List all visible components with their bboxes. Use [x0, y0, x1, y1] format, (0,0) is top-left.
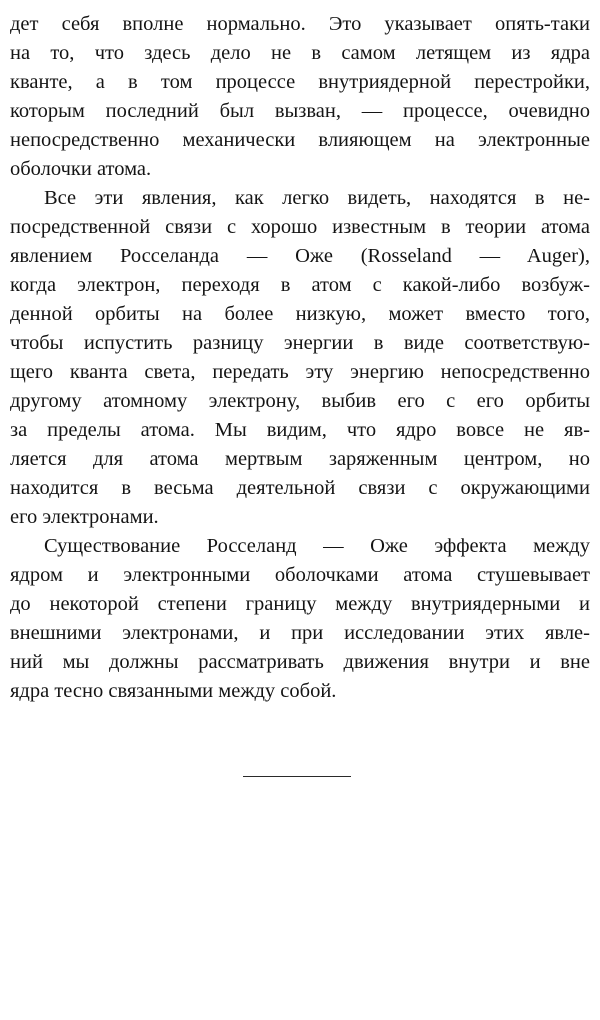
text-line: кванте, а в том процессе внутриядерной перестройки, [10, 71, 590, 93]
text-line: Все эти явления, как легко видеть, находятся в не- [44, 187, 590, 209]
text-line: дет себя вполне нормально. Это указывает опять-таки [10, 13, 590, 35]
text-line: ядра тесно связанными между собой. [10, 680, 337, 702]
text-line: ний мы должны рассматривать движения внутри и вне [10, 651, 590, 673]
text-line: до некоторой степени границу между внутриядерными и [10, 593, 590, 615]
text-line: явлением Росселанда — Оже (Rosseland — Auger), [10, 245, 590, 267]
text-line: которым последний был вызван, — процессе, очевидно [10, 100, 590, 122]
text-line: непосредственно механически влияющем на электронные [10, 129, 590, 151]
text-line: оболочки атома. [10, 158, 152, 180]
text-line: посредственной связи с хорошо известным в теории атома [10, 216, 590, 238]
page-text [10, 10, 590, 706]
text-line: внешними электронами, и при исследовании этих явле- [10, 622, 590, 644]
text-line: денной орбиты на более низкую, может вместо того, [10, 303, 590, 325]
text-line: за пределы атома. Мы видим, что ядро вовсе не яв- [10, 419, 590, 441]
text-line: ляется для атома мертвым заряженным центром, но [10, 448, 590, 470]
text-line: Существование Росселанд — Оже эффекта между [44, 535, 590, 557]
text-line: другому атомному электрону, выбив его с его орбиты [10, 390, 590, 412]
section-separator-rule [243, 776, 351, 777]
text-line: на то, что здесь дело не в самом летящем из ядра [10, 42, 590, 64]
text-line: чтобы испустить разницу энергии в виде соответствую- [10, 332, 590, 354]
text-line: ядром и электронными оболочками атома стушевывает [10, 564, 590, 586]
text-line: когда электрон, переходя в атом с какой-либо возбуж- [10, 274, 590, 296]
text-line: щего кванта света, передать эту энергию непосредственно [10, 361, 590, 383]
text-line: находится в весьма деятельной связи с окружающими [10, 477, 590, 499]
text-line: его электронами. [10, 506, 159, 528]
